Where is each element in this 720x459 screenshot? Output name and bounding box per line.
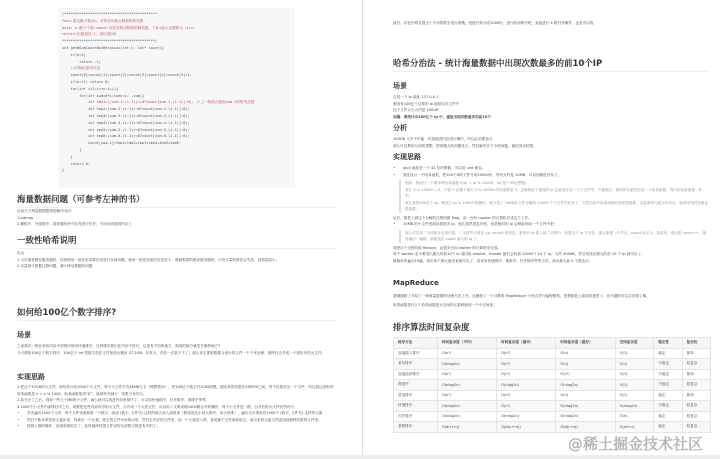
text: 1.把这个37GB的大文件，用哈希分成1000个小文件，每个小文件平均38MB左右（理想情况），把100亿个数字对1000取模，模出来的结果在0到999之间，每个结果对应一个文件，所以我这里取的哈希函数是 h = x % 1000，哈希函数取得"好"，能使冲突减小，结果分布均匀。 xyxy=(17,385,334,396)
table-cell: 较复杂 xyxy=(682,422,710,433)
table-cell: O(n²) xyxy=(497,390,556,401)
scene-section xyxy=(17,343,337,356)
heading-scene: 场景 xyxy=(393,82,407,90)
code-block xyxy=(58,8,295,188)
impl-section xyxy=(17,384,337,430)
table-cell: 希尔排序 xyxy=(394,359,438,370)
table-cell: O(n²) xyxy=(497,369,556,380)
column-header: 时间复杂度（平均） xyxy=(437,338,496,349)
code-line: /******************************************* xyxy=(62,12,158,16)
table-row xyxy=(394,369,711,380)
text: 1.当后端是缓存服务器时，经常使用一致性哈希算法来进行负载均衡。使用一致性哈希的好处在于，增减集群的缓存服务器时，只有少量的缓存会失效，回源量较小。 xyxy=(17,257,280,262)
heading-hash-divide: 哈希分治法 - 统计海量数据中出现次数最多的前10个IP xyxy=(393,57,708,72)
table-cell: 归并排序 xyxy=(394,411,438,422)
table-cell: 较复杂 xyxy=(682,359,710,370)
list-item: • 首先遍历1000个文件，每个文件里面取第一个数字，组成 (数字, 文件号) 这样的组合加入到堆里（假设是从小到大排序，用小顶堆），遍历完后堆里有1000个 (数字, 文件号) 这样的元素 xyxy=(27,410,337,417)
code-line: //初始化最初状态 xyxy=(62,66,101,71)
table-cell: O(n) xyxy=(556,390,615,401)
table-row xyxy=(394,411,711,422)
table-cell: 不稳定 xyxy=(654,369,682,380)
table-cell: 简单 xyxy=(682,390,710,401)
intro-text: 最后，评论中网友提出了不同的数字进行取模，是提升到分成1000份，进行的部排序吧，直接进行 k 路归并操作，也是可以的。 xyxy=(393,21,597,25)
text: 之前我们一般在单机内存中的排序使用快速排序，这种排序我们在内存中进行，这是有不同的地方，相同的地方就是在哪些地方? xyxy=(17,344,221,348)
code-line: int tmp4=(sum-4-(i-1)>=0?count[sum-4-(i-1)]:0); xyxy=(62,120,190,125)
text: 2.拆分完了之后，得到一些几十MB的小文件，那么就可以放进内存里排序了，可以用快速排序，归并排序，堆排序等等。 xyxy=(17,398,210,402)
code-line: return -1; xyxy=(62,59,101,64)
code-line: } xyxy=(62,168,65,173)
heading-scene: 场景 xyxy=(17,331,31,339)
massive-section xyxy=(17,208,337,228)
consistent-section xyxy=(17,250,337,270)
scene-section xyxy=(393,94,703,120)
text: 我刚刚除了介绍了一种海量数据的处理方法之外，还顺便了一个谷歌的 MapReduce 分布式并行编程模型，思想就是上面说的意思了，有兴趣的可以去详细了解。 xyxy=(393,294,650,298)
table-cell: O(1) xyxy=(615,369,654,380)
text: 我把这个过程叫做 Reduce，由很多台叫 worker 的计算机来完成。 xyxy=(393,245,502,250)
table-cell: O(n) xyxy=(556,348,615,359)
table-cell: O(n) xyxy=(556,359,615,370)
code-line: for(int i=2;i<=n;i++){ xyxy=(62,86,119,91)
table-cell: 直接选择排序 xyxy=(394,369,438,380)
text: 那么可以利用分治的思想，把规模大的问题化小，然后解决各个小的问题，最后得出结果。 xyxy=(393,143,537,148)
code-line: if(n==1) return 0; xyxy=(62,79,110,84)
text: 每个 worker 至少要找出最大的前10个 ip 返回给 master，master 最后会收到 10000 * 10 个 ip，大约 400KB，然后再找出最大的前 10 个 ip 就可以了。 xyxy=(393,252,645,256)
column-header: 空间复杂度 xyxy=(615,338,654,349)
table-cell: O(1) xyxy=(615,348,654,359)
column-header: 复杂性 xyxy=(682,338,710,349)
blockquote xyxy=(399,230,708,243)
table-header-row xyxy=(394,338,711,349)
table-cell: 冒泡排序 xyxy=(394,390,438,401)
page-divider xyxy=(0,455,720,459)
code-line: count[0]=count[1]=count[2]=count[3]=count[4]=count[5]=1; xyxy=(62,73,192,78)
text: 最简单的遍历10遍，每次拿个最大值出来就可以了，或者用快速排序，堆排序，归并排序等等方法，找出最大前 k 个数也行。 xyxy=(393,258,593,263)
heading-impl: 实现思路 xyxy=(17,373,45,381)
heading-consistent-hash: 一致性哈希说明 xyxy=(17,234,337,249)
code-line: int tmp6=(sum-6-(i-1)>=0?count[sum-6-(i-1)]:0); xyxy=(62,134,190,139)
text: 2.尽量减少数据迁移问题，减少移动数据的问题 xyxy=(17,264,93,268)
table-row xyxy=(394,348,711,359)
column-header: 排序方法 xyxy=(394,338,438,349)
table-cell: O(n²) xyxy=(556,369,615,380)
text: 那么 5 % 10000 = 5，不管 5 在哪个地方 5 % 10000 的结果都是 5，这就保证了相同的 ip 会被放在同一个子文件中，方便统计，相同的元素经过同一个哈希函数，得出的哈希值是一样的。 xyxy=(405,187,702,198)
heading-massive-data: 海量数据问题（可参考左神的书） xyxy=(17,193,337,208)
text: 这个文件大小大约是 100GB xyxy=(393,108,439,112)
analysis-section xyxy=(393,136,703,149)
table-cell: O(d(r+n)) xyxy=(437,422,496,433)
table-cell: O(1) xyxy=(615,380,654,391)
table-cell: 基数排序 xyxy=(394,422,438,433)
table-cell: 简单 xyxy=(682,348,710,359)
table-cell: O(nlog2n) xyxy=(437,359,496,370)
table-cell: O(nlog2n) xyxy=(556,380,615,391)
table-cell: 堆排序 xyxy=(394,380,438,391)
code-line: } xyxy=(62,154,73,159)
code-line: int getNSumCountNotRecusion(int n, int* count){ xyxy=(62,45,164,50)
list-item: • 按照上面的操作，直到堆被取空了，此时最终结果文件里的全部数字就是有序的了。 xyxy=(27,423,337,430)
table-cell: O(n²) xyxy=(497,401,556,412)
code-line: *******************************************/ xyxy=(62,39,158,44)
table-cell: O(n²) xyxy=(437,390,496,401)
text: 问题：要统计出100亿个 ip 中，重复出现次数最多的前10个 xyxy=(393,114,491,119)
column-header: 时间复杂度（最坏） xyxy=(497,338,556,349)
column-header: 稳定性 xyxy=(654,338,682,349)
code-line: if(n<1) xyxy=(62,52,86,57)
heading-mapreduce: MapReduce xyxy=(393,279,439,287)
text: 例如：我设计一个简单的哈希函数 f(ip) = ip % 10000，(ip 是个32位整数) xyxy=(405,181,527,185)
sorting-complexity-table xyxy=(393,337,711,433)
code-line: for(int sum=6*i;sum>=i;--sum){ xyxy=(62,93,145,98)
code-line: func:给定骰子数目n，求所有可能点数和的种类数 xyxy=(62,18,144,23)
table-cell: 不稳定 xyxy=(654,380,682,391)
table-cell: 不稳定 xyxy=(654,359,682,370)
list-item: • 我先设计一个哈希函数，把100个G的文件分成10000份，每份大约是 10MB，可以加载进内存了。 xyxy=(403,172,708,179)
code-line: count[sum-i]=tmp1+tmp2+tmp3+tmp4+tmp5+tmp6; xyxy=(62,141,181,146)
table-row xyxy=(394,359,711,370)
blockquote xyxy=(399,180,708,213)
heading-analysis: 分析 xyxy=(393,124,407,132)
text: 目前关于海量数据想到的解决办法: xyxy=(17,209,73,213)
table-cell: 直接插入排序 xyxy=(394,348,438,359)
table-row xyxy=(394,401,711,412)
table-cell: 较复杂 xyxy=(682,401,710,412)
impl-section xyxy=(393,165,708,264)
table-cell: O(n²) xyxy=(497,348,556,359)
right-page xyxy=(362,0,720,459)
code-line: int tmp2=(sum-2-(i-1)>=0?count[sum-2-(i-1)]:0); xyxy=(62,107,190,112)
table-cell: O(nlog2n) xyxy=(556,401,615,412)
column-header: 时间复杂度（最好） xyxy=(556,338,615,349)
table-cell: O(1) xyxy=(615,359,654,370)
table-cell: 较复杂 xyxy=(682,411,710,422)
table-cell: 稳定 xyxy=(654,348,682,359)
list-item: • ipv4 地址是一个 32 位的整数，可以用 uint 保存。 xyxy=(403,165,708,172)
text: 那么我把100亿个 ip，都进行 ip % 10000 的操作，就完成了 100GB 文件分解成 10000 个子文件的任务了。当然实际中哈希函数的选取很重要，尽量使得元素分布均匀，哈希冲突的处理也很重要。 xyxy=(405,200,708,211)
table-cell: 较复杂 xyxy=(682,380,710,391)
text: 优点 xyxy=(17,251,25,255)
table-cell: 不稳定 xyxy=(654,401,682,412)
table-cell: 稳定 xyxy=(654,422,682,433)
left-page xyxy=(0,0,350,459)
watermark: @稀土掘金技术社区 xyxy=(568,435,704,453)
table-cell: O(nlog2n) xyxy=(615,401,654,412)
code-line: } xyxy=(62,147,82,152)
text: 3.1000个小文件内部排好序之后，就要把这些内部有序的小文件，合并成一个大的文件，可以用二叉堆来做1000路合并的操作，每个小文件是一路，合并后的大文件仍然有序。 xyxy=(17,404,298,409)
list-item: • 10MB 的小文件里面存着很多 ip，他们虽然是乱序的，但是相同的 ip 会映射到同一个文件中来！ xyxy=(403,221,708,228)
table-cell: O(nlog2n) xyxy=(556,411,615,422)
table-cell: O(n²) xyxy=(437,369,496,380)
table-cell: O(n) xyxy=(615,411,654,422)
text: 那么可以用二叉树统计出现次数，二叉树节点保存 (ip, count) 的信息，把所有 ip 插入到二叉树中，如果这个 ip 不存在，那么新建一个节点，count 标记 1，如果有，那么把 count++，最终遍历一遍树，就能找出 count 最大的 ip 了。 xyxy=(405,230,707,241)
heading-sorting-complexity: 排序算法时间复杂度 xyxy=(393,323,470,333)
table-cell: 稳定 xyxy=(654,411,682,422)
code-line: return:出错返回-1，成功返回0 xyxy=(62,32,116,37)
table-cell: O(d(n+rd)) xyxy=(497,422,556,433)
mapreduce-section xyxy=(393,293,708,308)
text: 证后，我把上面这个分解的过程叫做 Map，由一台叫 master 的计算机完成这个工作。 xyxy=(393,215,532,220)
table-cell: O(n²) xyxy=(497,359,556,370)
code-line: int tmp3=(sum-3-(i-1)>=0?count[sum-3-(i-1)]:0); xyxy=(62,113,190,118)
text: 假设有100亿个这样的 ip 地址存在文件中 xyxy=(393,101,460,106)
table-cell: O(nlog2n) xyxy=(437,380,496,391)
table-cell: O(rd+n) xyxy=(615,422,654,433)
table-cell: 快速排序 xyxy=(394,401,438,412)
code-line: int tmp5=(sum-5-(i-1)>=0?count[sum-5-(i-1)]:0); xyxy=(62,127,190,132)
table-row xyxy=(394,422,711,433)
table-cell: O(nlog2n) xyxy=(497,411,556,422)
table-cell: O(1) xyxy=(615,390,654,401)
table-cell: 稳定 xyxy=(654,390,682,401)
heading-sort-10b: 如何给100亿个数字排序? xyxy=(17,306,337,321)
table-cell: O(d(r+n)) xyxy=(556,422,615,433)
heading-impl: 实现思路 xyxy=(393,153,421,161)
table-cell: O(nlog2n) xyxy=(437,411,496,422)
table-cell: O(nlog2n) xyxy=(497,380,556,391)
text: 1.bitmap xyxy=(17,215,34,220)
list-item: • 然后不断从堆顶拿元素出来，每拿出一个元素，把它的文件号读取出来，然后去对应的文件里，加一个元素进入堆，直到那个文件被读取完。拿出来的元素当然追加到最终结果的文件里。 xyxy=(27,417,337,424)
table-row xyxy=(394,390,711,401)
table-cell: O(n²) xyxy=(437,348,496,359)
text: 100GB 几乎不可能一次加载进内存进行操作，所以必须要拆分 xyxy=(393,137,493,141)
code-line: int tmp1=((sum-1-(i-1))>=0?count[sum-1-(i-1)]:0); //上一阶段点数和sum-1的排列总数 xyxy=(62,100,255,105)
text: 今天要给100亿个数字排序，100亿个 int 型数字放在文件里面大概有 37.2GB，非常大，内存一次装不下了。那么肯定要把数据分成小的文件一个个来处理，最终在合并成一个排好序的大文件。 xyxy=(17,350,326,355)
text: 哈希函数是什么? 哈希函数把大空间的元素映射到一个小空间里。 xyxy=(393,302,497,307)
table-cell: 简单 xyxy=(682,369,710,380)
text: 这是一个 ip 地址 127.0.0.1 xyxy=(393,95,439,99)
code-line: return 0; xyxy=(62,161,91,166)
table-row xyxy=(394,380,711,391)
text: 2.桶排序、外部排序、将需要的两个队列进行归并，不用全部放到内存上 xyxy=(17,222,132,226)
table-cell: O(nlog2n) xyxy=(437,401,496,412)
code-line: para: n:骰子个数;count:存放各种点数和的种类数，下标i表示点数和为（i+n） xyxy=(62,25,197,30)
